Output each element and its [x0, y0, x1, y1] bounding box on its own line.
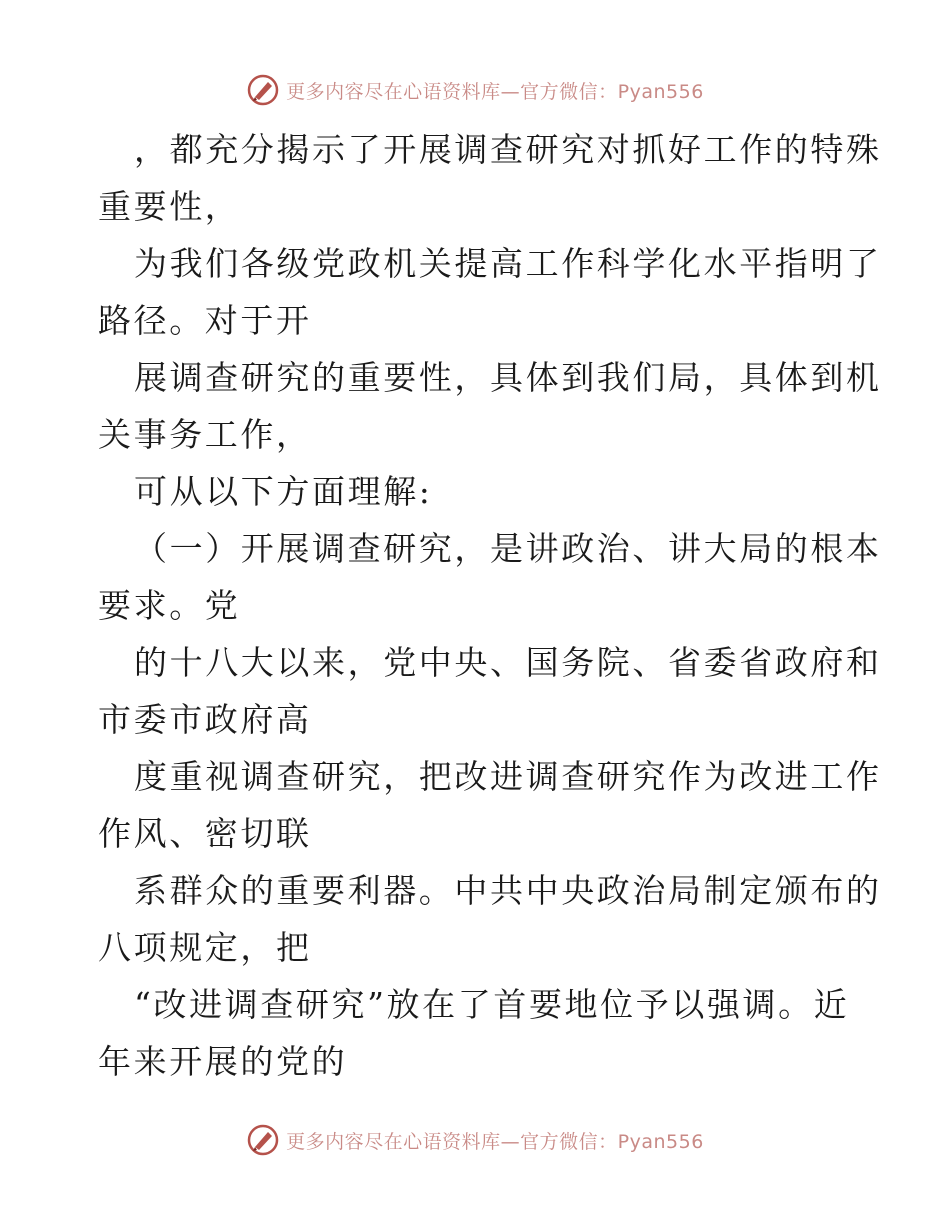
- header-watermark-banner: [0, 70, 950, 110]
- pen-logo-icon: [246, 1123, 280, 1157]
- text-line: 要求。党: [98, 586, 241, 625]
- text-line: 路径。对于开: [98, 301, 312, 340]
- watermark-text: 更多内容尽在心语资料库—官方微信：Pyan556: [286, 80, 704, 103]
- text-line: 市委市政府高: [98, 700, 312, 739]
- text-line: 作风、密切联: [98, 814, 312, 853]
- document-body: [98, 121, 882, 1090]
- text-line: 可从以下方面理解:: [134, 472, 433, 511]
- text-line: 展调查研究的重要性，具体到我们局，具体到机: [134, 358, 882, 397]
- text-line: 年来开展的党的: [98, 1042, 348, 1081]
- text-block: [98, 121, 882, 1090]
- text-line: 八项规定，把: [98, 928, 312, 967]
- footer-watermark-banner: [0, 1120, 950, 1160]
- text-line: （一）开展调查研究，是讲政治、讲大局的根本: [134, 529, 882, 568]
- text-line: 关事务工作，: [98, 415, 312, 454]
- text-line: 为我们各级党政机关提高工作科学化水平指明了: [134, 244, 882, 283]
- text-line: 重要性，: [98, 187, 241, 226]
- text-line: 系群众的重要利器。中共中央政治局制定颁布的: [134, 871, 882, 910]
- watermark-text: 更多内容尽在心语资料库—官方微信：Pyan556: [286, 1130, 704, 1153]
- text-line: “改进调查研究”放在了首要地位予以强调。近: [134, 985, 850, 1024]
- text-line: 度重视调查研究，把改进调查研究作为改进工作: [134, 757, 882, 796]
- text-line: ，都充分揭示了开展调查研究对抓好工作的特殊: [134, 130, 882, 169]
- pen-logo-icon: [246, 73, 280, 107]
- text-line: 的十八大以来，党中央、国务院、省委省政府和: [134, 643, 882, 682]
